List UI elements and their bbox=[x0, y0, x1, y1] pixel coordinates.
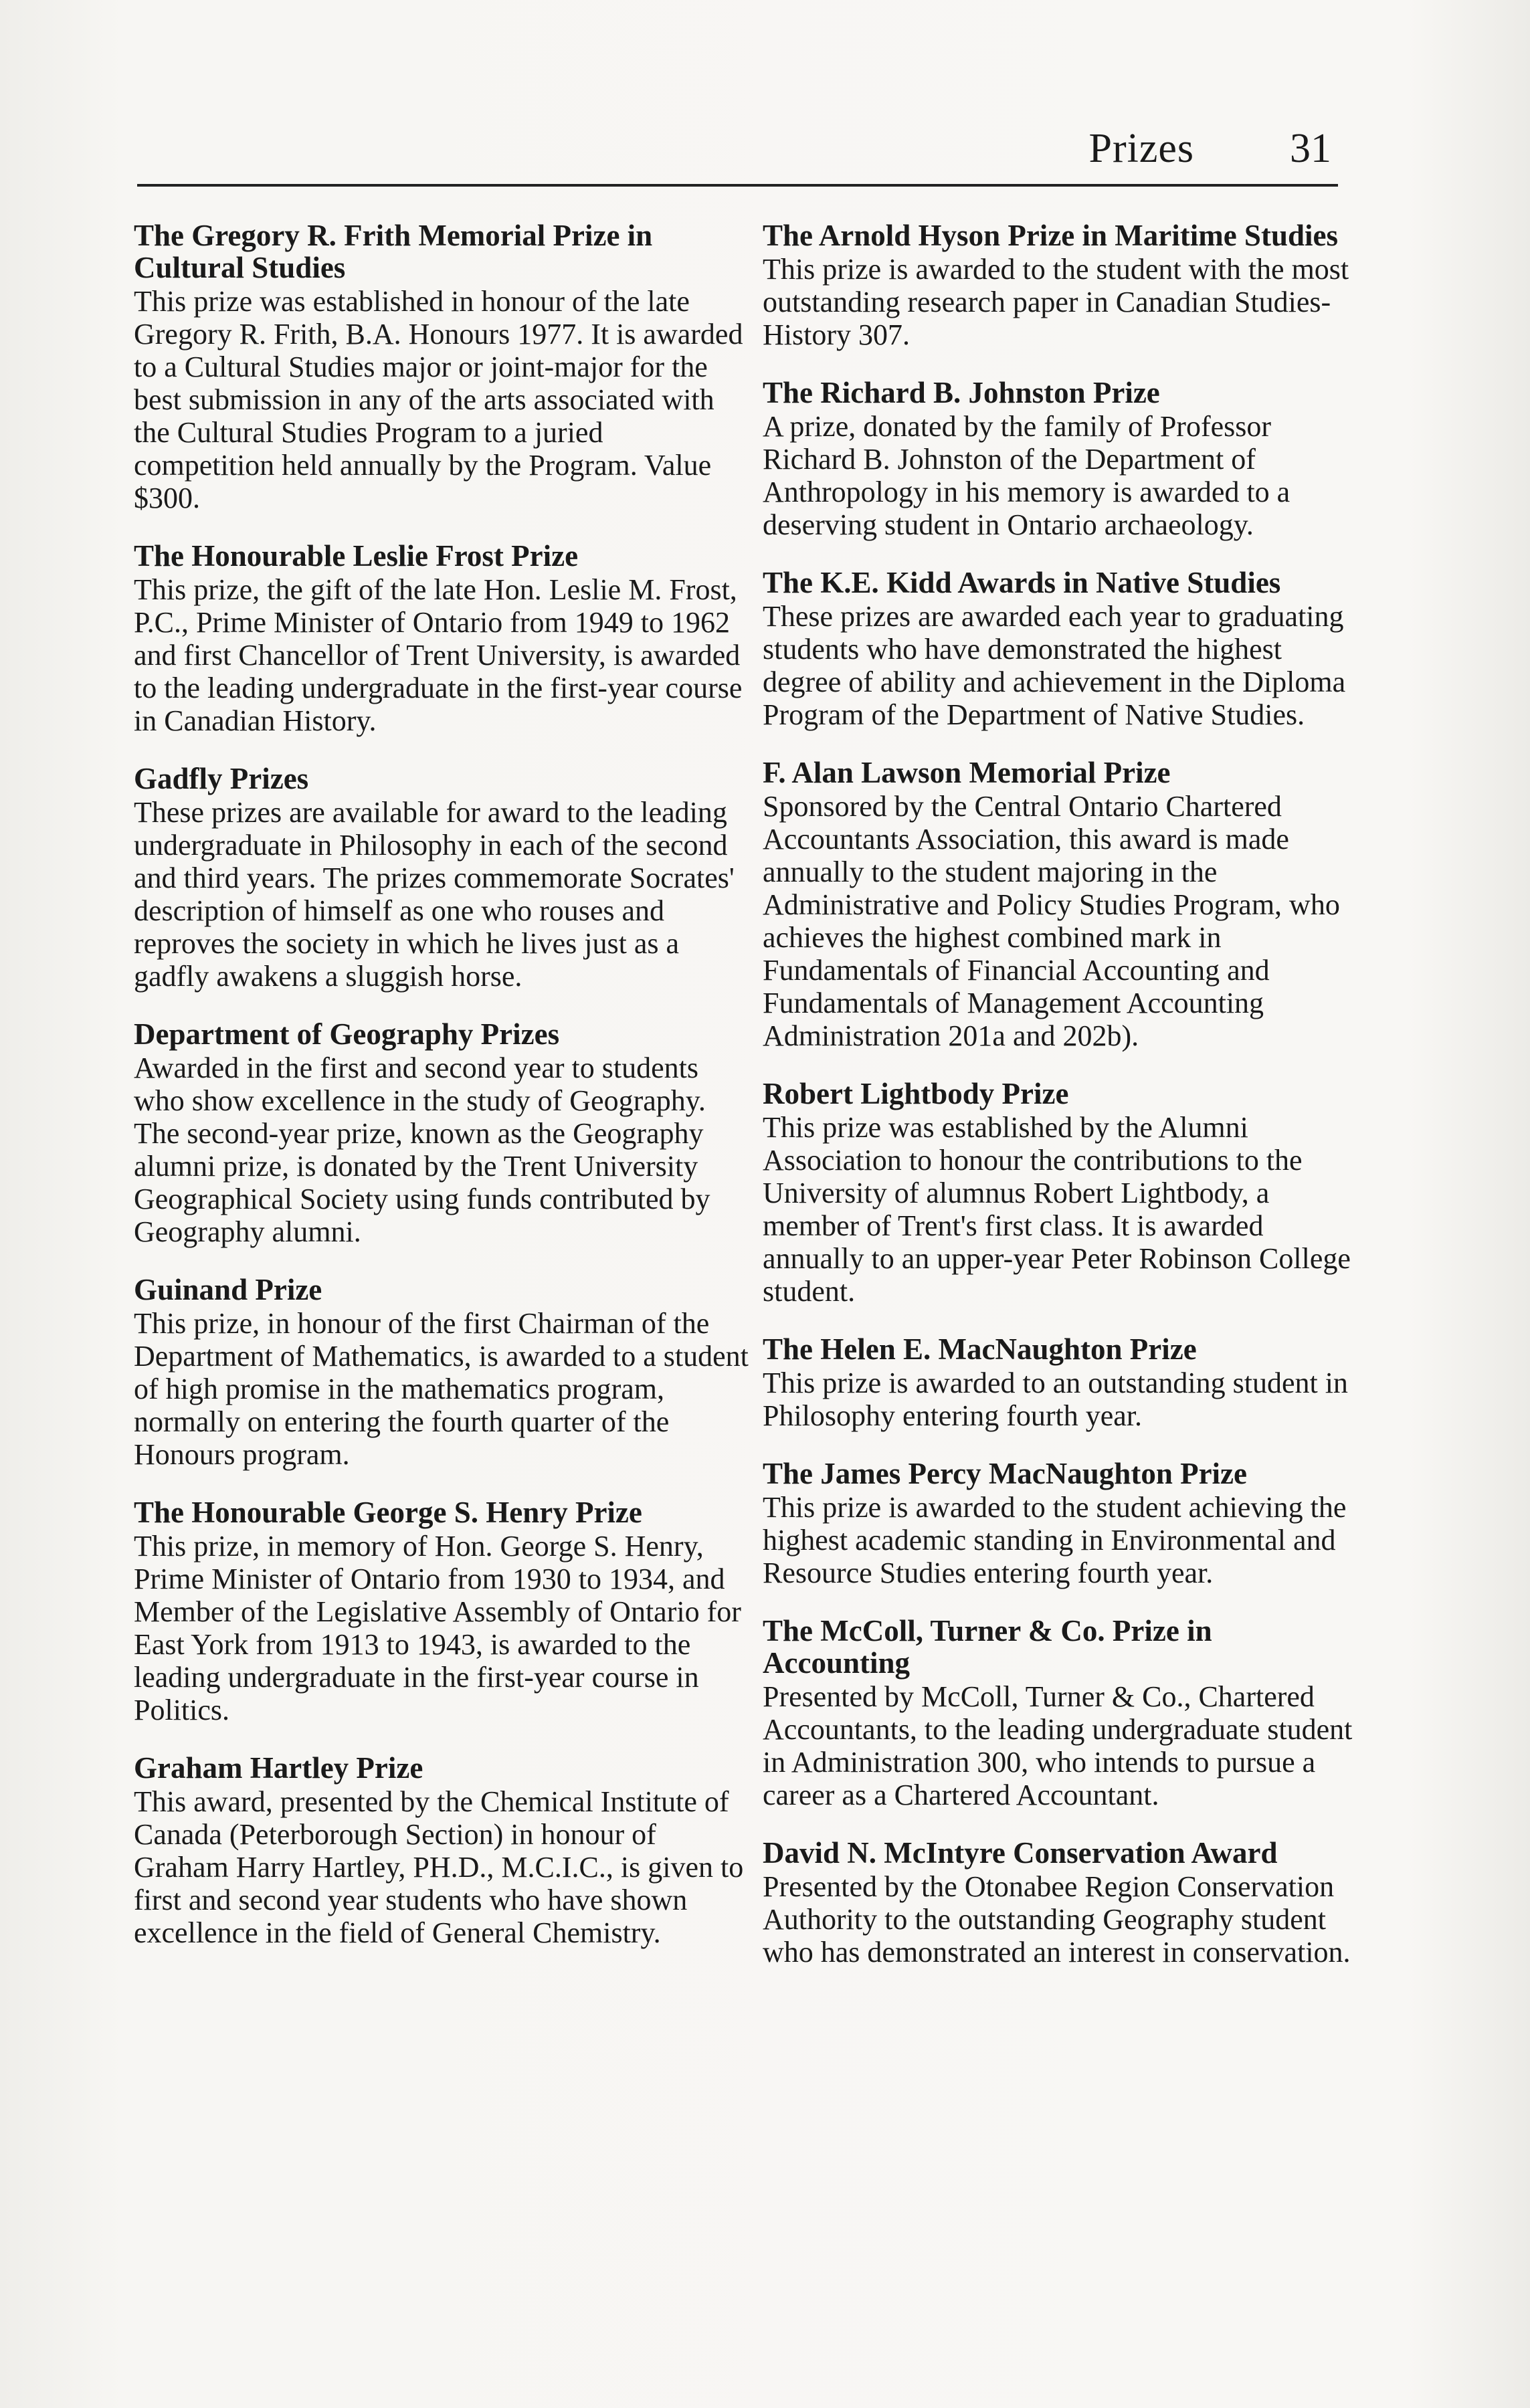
prize-title: Graham Hartley Prize bbox=[134, 1751, 423, 1785]
prize-description: Presented by McColl, Turner & Co., Chartered Accountants, to the leading undergraduate student in Administration 300, who intends to pursue a career as a Chartered Accountant. bbox=[763, 1680, 1353, 1811]
prize-entry bbox=[134, 540, 749, 737]
prize-title: Robert Lightbody Prize bbox=[763, 1077, 1069, 1110]
prize-entry bbox=[763, 1458, 1365, 1589]
prize-entry bbox=[763, 1078, 1365, 1308]
prize-description: This prize was established in honour of the late Gregory R. Frith, B.A. Honours 1977. It is awarded to a Cultural Studies major or joint-major for the best submission in any of the arts associated with the Cultural Studies Program to a juried competition held annually by the Program. Value $300. bbox=[134, 285, 743, 514]
prize-title: The McColl, Turner & Co. Prize in Accounting bbox=[763, 1614, 1212, 1680]
prize-entry bbox=[763, 1837, 1365, 1969]
prize-title: The Gregory R. Frith Memorial Prize in Cultural Studies bbox=[134, 219, 653, 284]
prize-title: Guinand Prize bbox=[134, 1273, 322, 1306]
prize-description: This award, presented by the Chemical Institute of Canada (Peterborough Section) in honour of Graham Harry Hartley, PH.D., M.C.I.C., is given to first and second year students who have shown excellence in the field of General Chemistry. bbox=[134, 1785, 744, 1949]
prize-entry bbox=[763, 377, 1365, 541]
prize-entry bbox=[134, 1496, 749, 1726]
prize-entry bbox=[134, 219, 749, 514]
prize-description: This prize is awarded to an outstanding student in Philosophy entering fourth year. bbox=[763, 1367, 1348, 1432]
prize-description: This prize, the gift of the late Hon. Leslie M. Frost, P.C., Prime Minister of Ontario from 1949 to 1962 and first Chancellor of Trent University, is awarded to the leading undergraduate in the first-year course in Canadian History. bbox=[134, 573, 743, 737]
prize-entry bbox=[763, 1615, 1365, 1811]
prize-title: David N. McIntyre Conservation Award bbox=[763, 1836, 1278, 1870]
prize-title: The Helen E. MacNaughton Prize bbox=[763, 1332, 1197, 1366]
prize-description: These prizes are available for award to the leading undergraduate in Philosophy in each of the second and third years. The prizes commemorate Socrates' description of himself as one who rouses and reproves the society in which he lives just as a gadfly awakens a sluggish horse. bbox=[134, 796, 735, 993]
prize-entry bbox=[763, 1333, 1365, 1432]
left-column bbox=[134, 219, 749, 1975]
prize-title: The Arnold Hyson Prize in Maritime Studies bbox=[763, 219, 1338, 252]
prize-entry bbox=[134, 1274, 749, 1471]
prize-description: This prize, in memory of Hon. George S. Henry, Prime Minister of Ontario from 1930 to 1934, and Member of the Legislative Assembly of Ontario for East York from 1913 to 1943, is awarded to the leading undergraduate in the first-year course in Politics. bbox=[134, 1530, 741, 1726]
prize-description: This prize was established by the Alumni Association to honour the contributions to the University of alumnus Robert Lightbody, a member of Trent's first class. It is awarded annually to an upper-year Peter Robinson College student. bbox=[763, 1111, 1351, 1308]
prize-description: Awarded in the first and second year to students who show excellence in the study of Geography. The second-year prize, known as the Geography alumni prize, is donated by the Trent University Geographical Society using funds contributed by Geography alumni. bbox=[134, 1051, 710, 1248]
prize-title: Department of Geography Prizes bbox=[134, 1017, 560, 1051]
prize-title: The James Percy MacNaughton Prize bbox=[763, 1457, 1247, 1490]
prize-title: The K.E. Kidd Awards in Native Studies bbox=[763, 566, 1281, 599]
prize-entry bbox=[134, 1752, 749, 1949]
prize-entry bbox=[134, 763, 749, 993]
prize-description: This prize is awarded to the student with the most outstanding research paper in Canadian Studies-History 307. bbox=[763, 253, 1349, 351]
prize-entry bbox=[763, 567, 1365, 731]
prize-description: These prizes are awarded each year to graduating students who have demonstrated the highest degree of ability and achievement in the Diploma Program of the Department of Native Studies. bbox=[763, 600, 1346, 731]
prize-description: This prize, in honour of the first Chairman of the Department of Mathematics, is awarded to a student of high promise in the mathematics program, normally on entering the fourth quarter of the Honours program. bbox=[134, 1307, 749, 1471]
right-column bbox=[763, 219, 1365, 1994]
prize-description: Presented by the Otonabee Region Conservation Authority to the outstanding Geography student who has demonstrated an interest in conservation. bbox=[763, 1870, 1351, 1969]
prize-description: Sponsored by the Central Ontario Chartered Accountants Association, this award is made annually to the student majoring in the Administrative and Policy Studies Program, who achieves the highest combined mark in Fundamentals of Financial Accounting and Fundamentals of Management Accounting Administration 201a and 202b). bbox=[763, 790, 1340, 1052]
page-header bbox=[137, 117, 1338, 187]
prize-title: F. Alan Lawson Memorial Prize bbox=[763, 756, 1171, 789]
prize-description: This prize is awarded to the student achieving the highest academic standing in Environmental and Resource Studies entering fourth year. bbox=[763, 1491, 1347, 1589]
page-number: 31 bbox=[1290, 126, 1331, 171]
prize-title: The Honourable Leslie Frost Prize bbox=[134, 539, 579, 573]
prize-title: The Richard B. Johnston Prize bbox=[763, 376, 1160, 409]
prize-title: Gadfly Prizes bbox=[134, 762, 309, 795]
prize-description: A prize, donated by the family of Professor Richard B. Johnston of the Department of Anthropology in his memory is awarded to a deserving student in Ontario archaeology. bbox=[763, 410, 1290, 541]
prize-title: The Honourable George S. Henry Prize bbox=[134, 1496, 642, 1529]
prize-entry bbox=[763, 219, 1365, 351]
prize-entry bbox=[763, 757, 1365, 1052]
section-title: Prizes bbox=[1088, 126, 1194, 171]
prize-entry bbox=[134, 1018, 749, 1248]
